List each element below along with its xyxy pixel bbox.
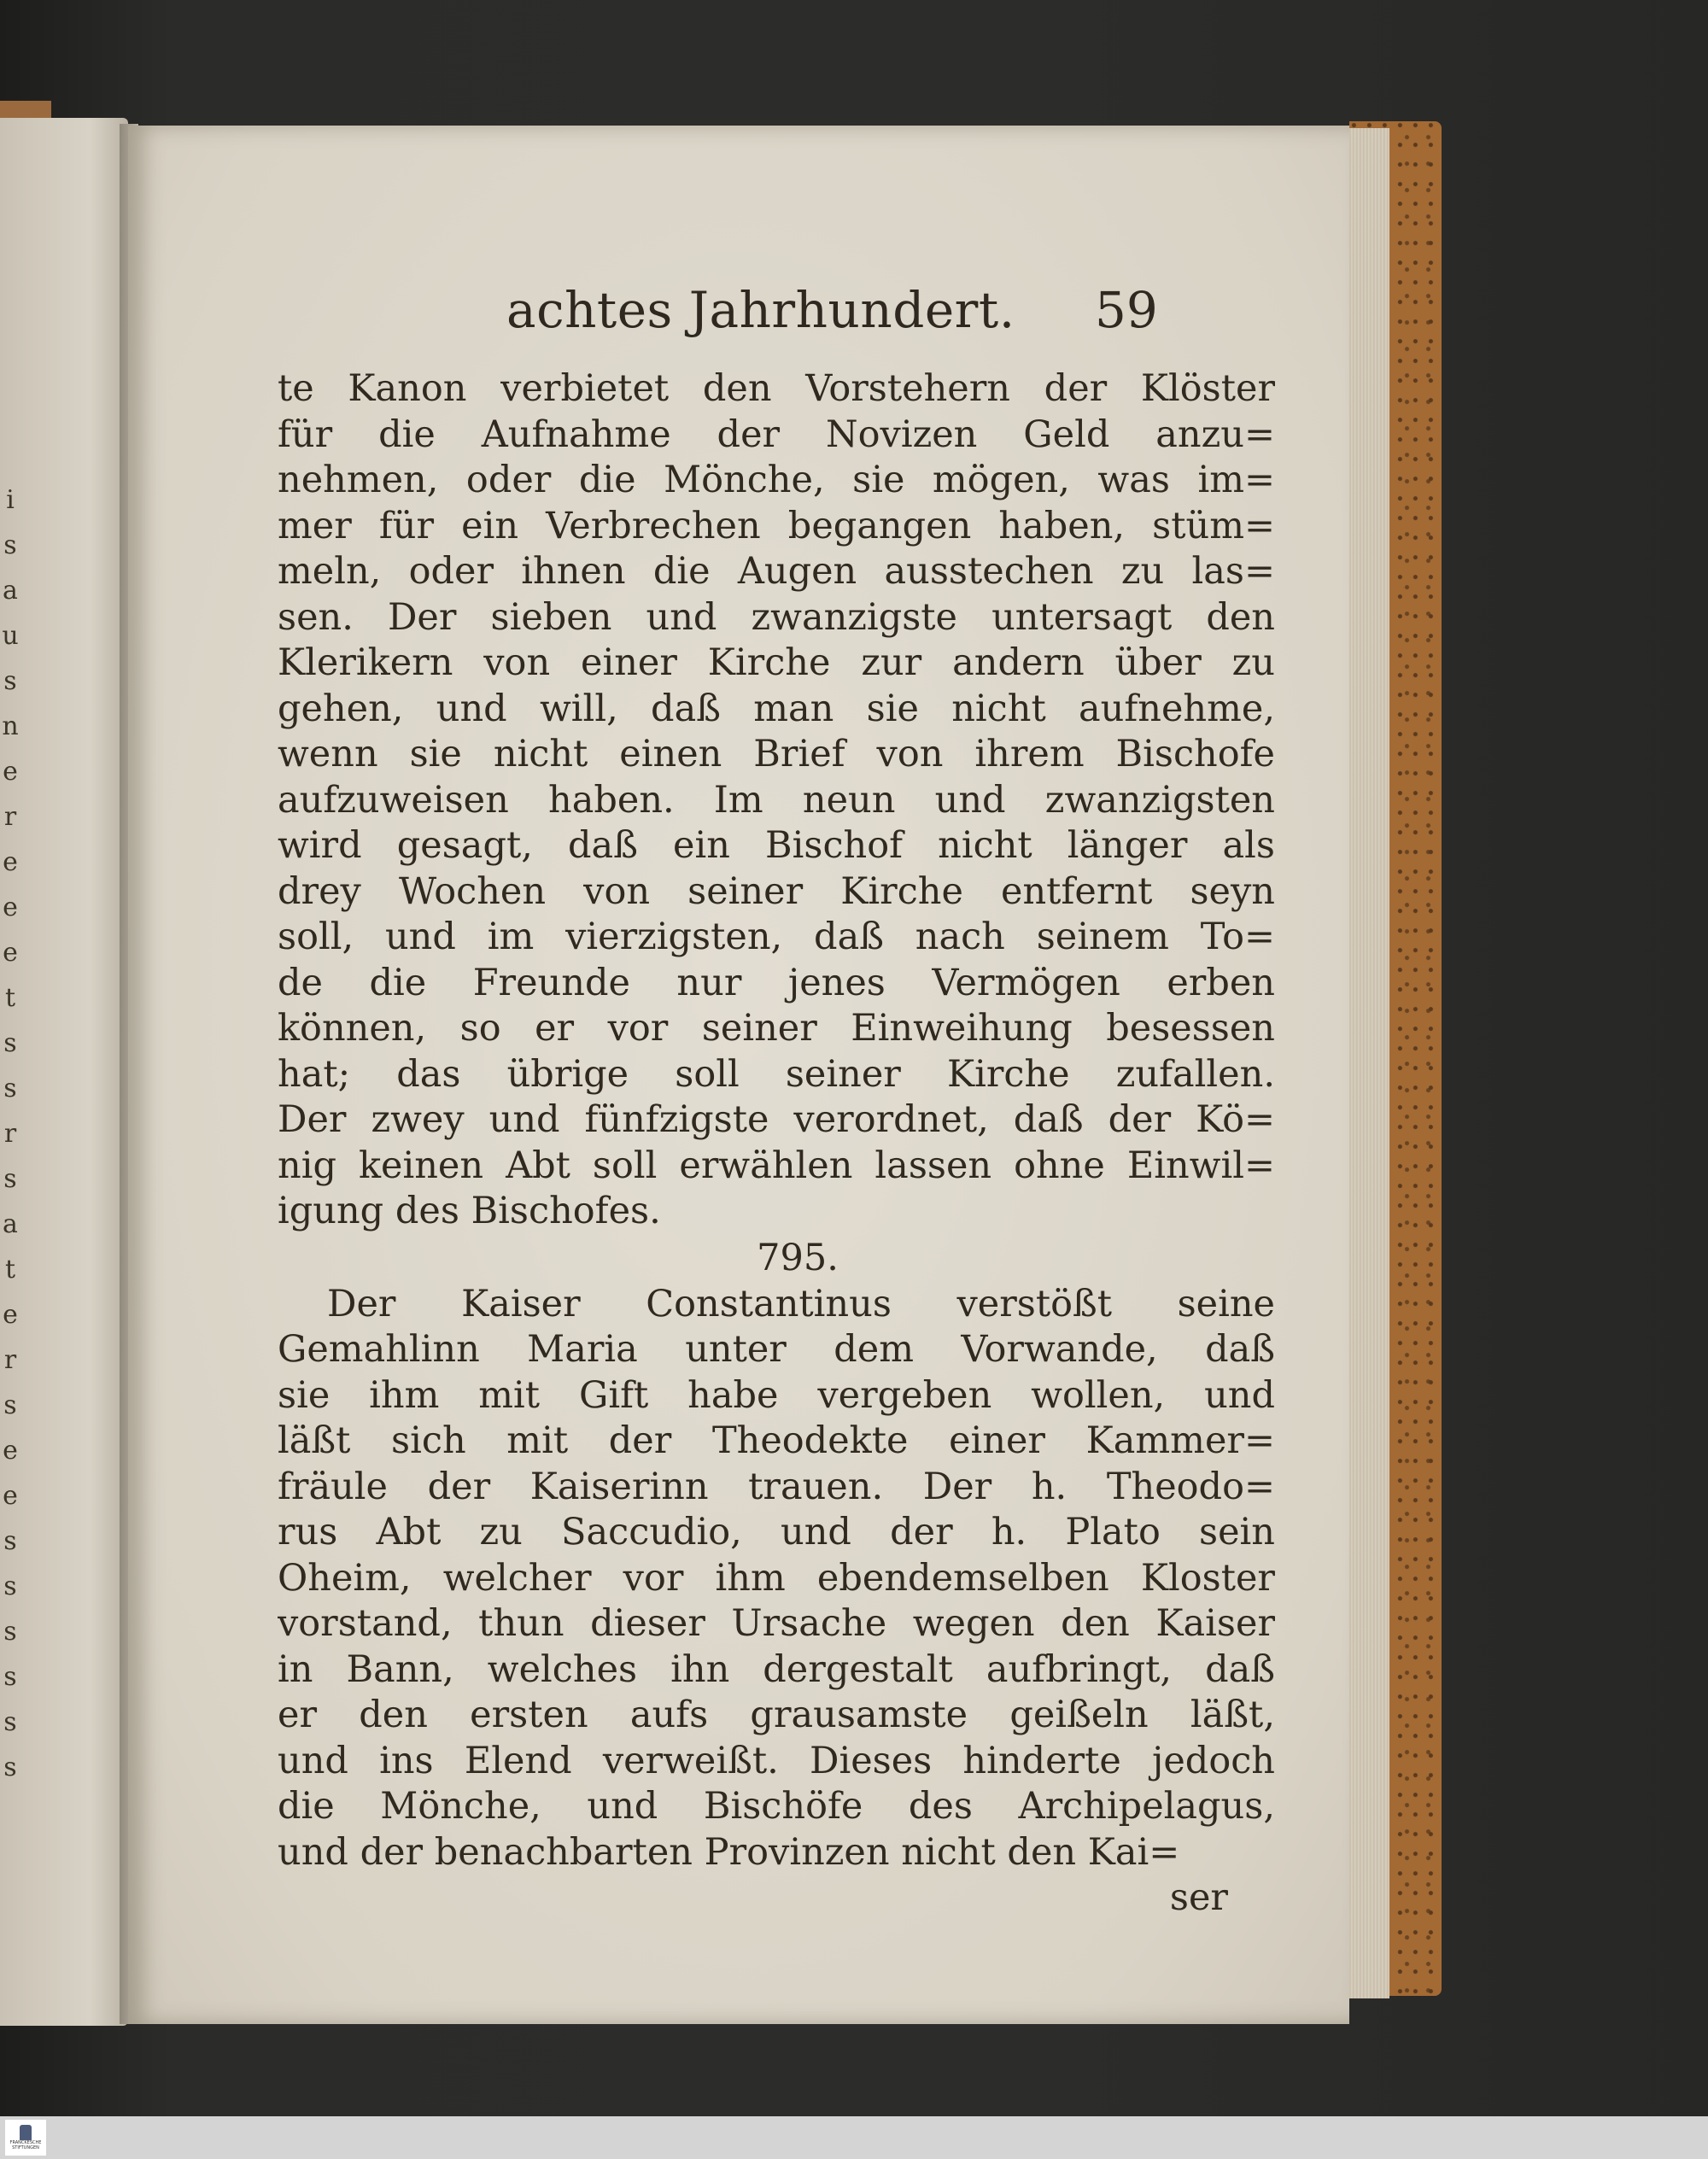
left-page-fragment: s: [3, 1028, 17, 1058]
text-line: Der Kaiser Constantinus verstößt seine: [327, 1282, 1275, 1325]
year-heading: 795.: [757, 1236, 839, 1279]
left-page-fragment: e: [3, 938, 18, 968]
text-line: in Bann, welches ihn dergestalt aufbringt, daß: [278, 1647, 1275, 1691]
left-page-fragment: a: [3, 1209, 18, 1239]
text-line: te Kanon verbietet den Vorstehern der Klöster: [278, 367, 1275, 410]
left-page-fragment: s: [3, 1662, 17, 1692]
text-line: läßt sich mit der Theodekte einer Kammer=: [278, 1419, 1275, 1462]
left-page-fragment: s: [3, 1571, 17, 1601]
text-line: nig keinen Abt soll erwählen lassen ohne Einwil=: [278, 1144, 1275, 1187]
page-edges: [1345, 128, 1389, 1998]
text-line: die Mönche, und Bischöfe des Archipelagus,: [278, 1785, 1275, 1828]
left-page-fragment: e: [3, 892, 18, 922]
left-page-fragment: s: [3, 1526, 17, 1556]
left-page-fragment: e: [3, 1436, 18, 1466]
running-title: achtes Jahrhundert.: [506, 281, 1015, 339]
text-line: wenn sie nicht einen Brief von ihrem Bischofe: [278, 733, 1275, 775]
left-page: [0, 118, 128, 2026]
text-line: vorstand, thun dieser Ursache wegen den Kaiser: [278, 1602, 1275, 1645]
text-line: Oheim, welcher vor ihm ebendemselben Kloster: [278, 1556, 1275, 1600]
text-line: Der zwey und fünfzigste verordnet, daß der Kö=: [278, 1098, 1275, 1141]
footer-bar: [0, 2116, 1708, 2159]
left-page-fragment: e: [3, 1481, 18, 1511]
text-line: für die Aufnahme der Novizen Geld anzu=: [278, 412, 1275, 456]
left-page-fragment: e: [3, 1300, 18, 1330]
text-line: mer für ein Verbrechen begangen haben, stüm=: [278, 504, 1275, 547]
text-line: de die Freunde nur jenes Vermögen erben: [278, 961, 1275, 1004]
text-line: igung des Bischofes.: [278, 1190, 661, 1232]
text-line: können, so er vor seiner Einweihung besessen: [278, 1007, 1275, 1050]
left-page-fragment: i: [6, 485, 15, 515]
text-line: wird gesagt, daß ein Bischof nicht länger als: [278, 824, 1275, 867]
left-page-fragment: s: [3, 530, 17, 560]
left-page-fragment: s: [3, 1390, 17, 1420]
left-page-fragment: t: [4, 983, 16, 1013]
text-line: hat; das übrige soll seiner Kirche zufallen.: [278, 1052, 1275, 1096]
text-line: nehmen, oder die Mönche, sie mögen, was im=: [278, 459, 1275, 501]
catchword: ser: [1169, 1876, 1228, 1919]
text-line: Klerikern von einer Kirche zur andern über zu: [278, 641, 1275, 684]
left-page-text-fragments: [0, 485, 20, 1798]
left-page-fragment: e: [3, 757, 18, 787]
text-line: und ins Elend verweißt. Dieses hinderte jedoch: [278, 1739, 1275, 1782]
text-line: soll, und im vierzigsten, daß nach seinem To=: [278, 916, 1275, 958]
left-page-fragment: n: [2, 711, 19, 741]
text-line: sie ihm mit Gift habe vergeben wollen, und: [278, 1373, 1275, 1417]
paragraph-795: [278, 1282, 1275, 1876]
paragraph-canons: [278, 366, 1275, 1235]
left-page-fragment: u: [2, 621, 19, 651]
left-page-fragment: e: [3, 847, 18, 877]
page-number: 59: [1095, 281, 1158, 339]
page-header: [128, 262, 1349, 339]
text-line: fräule der Kaiserinn trauen. Der h. Theodo=: [278, 1465, 1275, 1508]
text-line: rus Abt zu Saccudio, und der h. Plato sein: [278, 1511, 1275, 1553]
left-page-fragment: s: [3, 1617, 17, 1647]
logo-mark-icon: [20, 2125, 32, 2140]
text-line: und der benachbarten Provinzen nicht den Kai=: [278, 1830, 1180, 1874]
library-logo-icon: FRANCKESCHE STIFTUNGEN: [5, 2120, 46, 2156]
left-page-fragment: r: [3, 1345, 17, 1375]
left-page-fragment: s: [3, 1752, 17, 1782]
left-page-fragment: s: [3, 1074, 17, 1103]
left-page-fragment: r: [3, 802, 17, 832]
left-page-fragment: a: [3, 576, 18, 606]
left-page-fragment: s: [3, 1164, 17, 1194]
text-line: er den ersten aufs grausamste geißeln läßt,: [278, 1694, 1275, 1736]
text-line: gehen, und will, daß man sie nicht aufnehme,: [278, 687, 1275, 730]
text-block: [278, 366, 1275, 1922]
text-line: drey Wochen von seiner Kirche entfernt seyn: [278, 869, 1275, 913]
left-page-fragment: r: [3, 1119, 17, 1149]
text-line: sen. Der sieben und zwanzigste untersagt den: [278, 595, 1275, 639]
left-page-fragment: s: [3, 666, 17, 696]
text-line: Gemahlinn Maria unter dem Vorwande, daß: [278, 1328, 1275, 1371]
text-line: meln, oder ihnen die Augen ausstechen zu las=: [278, 550, 1275, 593]
left-page-fragment: t: [4, 1255, 16, 1284]
left-page-fragment: s: [3, 1707, 17, 1737]
text-line: aufzuweisen haben. Im neun und zwanzigsten: [278, 778, 1275, 822]
book-page: [128, 126, 1349, 2024]
